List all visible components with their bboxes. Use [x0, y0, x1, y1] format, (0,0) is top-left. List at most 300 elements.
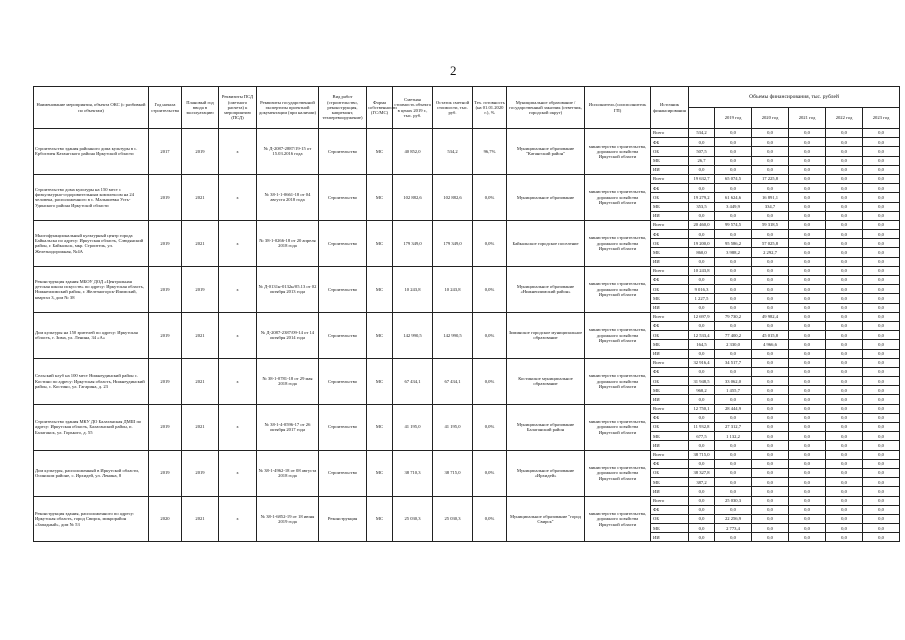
- work-type: Реконструкция: [319, 496, 367, 542]
- funding-value: 0,0: [789, 257, 826, 266]
- work-type: Строительство: [319, 358, 367, 404]
- readiness: 0,0%: [473, 450, 507, 496]
- fin-source-label: МБ: [651, 478, 689, 487]
- year-end: 2021: [182, 496, 219, 542]
- funding-value: 0,0: [752, 487, 789, 496]
- funding-value: 0,0: [715, 266, 752, 275]
- funding-value: 860,0: [689, 248, 715, 257]
- funding-value: 0,0: [689, 349, 715, 358]
- ownership: МС: [367, 450, 393, 496]
- year-start: 2019: [149, 220, 182, 266]
- funding-value: 0,0: [789, 138, 826, 147]
- funding-value: 57 025,8: [752, 239, 789, 248]
- funding-value: 0,0: [826, 174, 863, 183]
- fin-source-label: ИИ: [651, 349, 689, 358]
- funding-value: 0,0: [789, 303, 826, 312]
- table-row: [34, 220, 900, 229]
- funding-value: 79 730,2: [715, 312, 752, 321]
- pd-approval: х: [219, 450, 257, 496]
- header-remaining-cost: Остаток сметной стоимости, тыс. руб.: [433, 87, 473, 129]
- funding-value: 0,0: [715, 211, 752, 220]
- funding-value: 0,0: [863, 285, 900, 294]
- funding-value: 0,0: [752, 303, 789, 312]
- funding-value: 0,0: [863, 468, 900, 477]
- pd-approval: х: [219, 496, 257, 542]
- funding-value: 0,0: [789, 202, 826, 211]
- funding-value: 0,0: [689, 138, 715, 147]
- fin-source-label: ИИ: [651, 257, 689, 266]
- customer: Муниципальное образование "Катангский район": [507, 129, 585, 175]
- funding-value: 0,0: [826, 358, 863, 367]
- funding-value: 0,0: [689, 524, 715, 533]
- funding-value: 0,0: [826, 450, 863, 459]
- header-estimated-cost: Сметная стоимость объекта в ценах 2019 г., тыс. руб.: [393, 87, 433, 129]
- funding-value: 0,0: [863, 147, 900, 156]
- fin-source-label: ОБ: [651, 468, 689, 477]
- customer: Муниципальное образование «Ирхидей»: [507, 450, 585, 496]
- fin-source-label: ОБ: [651, 285, 689, 294]
- funding-value: 3 988,2: [715, 248, 752, 257]
- funding-value: 0,0: [863, 459, 900, 468]
- object-name: Реконструкция здания МБОУ ДОД «Центральная детская школа искусств» по адресу: Иркутская область, Нижнеилимский район, г. Железногорск-Илимский, квартал 3, дом № 38: [34, 266, 149, 312]
- funding-value: 0,0: [715, 230, 752, 239]
- funding-value: 26,7: [689, 156, 715, 165]
- ownership: МС: [367, 174, 393, 220]
- funding-value: 0,0: [789, 423, 826, 432]
- funding-value: 0,0: [789, 294, 826, 303]
- funding-value: 0,0: [752, 276, 789, 285]
- funding-value: 0,0: [689, 487, 715, 496]
- funding-value: 28 444,9: [715, 404, 752, 413]
- funding-value: 0,0: [752, 147, 789, 156]
- funding-value: 0,0: [715, 450, 752, 459]
- funding-value: 0,0: [863, 367, 900, 376]
- year-end: 2019: [182, 450, 219, 496]
- funding-value: 0,0: [826, 404, 863, 413]
- estimated-cost: 38 710,3: [393, 450, 433, 496]
- funding-value: 0,0: [826, 138, 863, 147]
- funding-value: 0,0: [863, 340, 900, 349]
- funding-value: 0,0: [689, 367, 715, 376]
- funding-value: 0,0: [789, 129, 826, 138]
- funding-value: 0,0: [789, 459, 826, 468]
- funding-value: 0,0: [789, 468, 826, 477]
- year-end: 2021: [182, 404, 219, 450]
- funding-value: 0,0: [863, 432, 900, 441]
- funding-value: 0,0: [752, 321, 789, 330]
- funding-value: 0,0: [752, 450, 789, 459]
- funding-value: 0,0: [863, 487, 900, 496]
- funding-value: 0,0: [752, 395, 789, 404]
- funding-value: 0,0: [689, 395, 715, 404]
- funding-value: 0,0: [752, 129, 789, 138]
- funding-value: 32 916,4: [689, 358, 715, 367]
- funding-value: 0,0: [689, 441, 715, 450]
- funding-value: 1 455,7: [715, 386, 752, 395]
- funding-value: 0,0: [715, 184, 752, 193]
- expertise: № 38-1-4-0596-17 от 26 октября 2017 года: [257, 404, 319, 450]
- funding-value: 0,0: [826, 321, 863, 330]
- funding-value: 677,5: [689, 432, 715, 441]
- funding-value: 0,0: [715, 441, 752, 450]
- header-year-start: Год начала строительства: [149, 87, 182, 129]
- funding-value: 0,0: [863, 478, 900, 487]
- readiness: 0,0%: [473, 358, 507, 404]
- fin-source-label: МБ: [651, 386, 689, 395]
- funding-value: 49 982,4: [752, 312, 789, 321]
- year-start: 2019: [149, 358, 182, 404]
- funding-value: 2 292,7: [752, 248, 789, 257]
- remaining-cost: 38 715,0: [433, 450, 473, 496]
- fin-source-label: ОБ: [651, 239, 689, 248]
- fin-source-label: МБ: [651, 202, 689, 211]
- executor: министерство строительства, дорожного хозяйства Иркутской области: [585, 404, 651, 450]
- object-name: Дом культуры, расположенный в Иркутской области, Осинском районе, с. Ирхидей, ул. Ленина, 8: [34, 450, 149, 496]
- funding-value: 38 715,0: [689, 450, 715, 459]
- executor: министерство строительства, дорожного хозяйства Иркутской области: [585, 129, 651, 175]
- funding-value: 1 132,2: [715, 432, 752, 441]
- year-start: 2019: [149, 450, 182, 496]
- funding-value: 0,0: [789, 487, 826, 496]
- ownership: МС: [367, 266, 393, 312]
- funding-value: 0,0: [689, 211, 715, 220]
- fin-source-label: Всего: [651, 266, 689, 275]
- object-name: Строительство здания МКУ ДО Балаганская ДМШ по адресу: Иркутская область, Балаганский район, п. Балаганск, ул. Горького, д. 55: [34, 404, 149, 450]
- funding-value: 0,0: [689, 533, 715, 542]
- funding-value: 0,0: [863, 377, 900, 386]
- funding-value: 0,0: [752, 432, 789, 441]
- funding-value: 0,0: [863, 423, 900, 432]
- funding-value: 0,0: [789, 340, 826, 349]
- header-expertise: Реквизиты государственной экспертизы проектной документации (при наличии): [257, 87, 319, 129]
- funding-value: 0,0: [863, 174, 900, 183]
- funding-value: 0,0: [863, 450, 900, 459]
- funding-value: 1 227,5: [689, 294, 715, 303]
- funding-value: 0,0: [826, 349, 863, 358]
- funding-value: 25 030,3: [715, 496, 752, 505]
- funding-value: 0,0: [826, 496, 863, 505]
- ownership: МС: [367, 312, 393, 358]
- year-start: 2019: [149, 312, 182, 358]
- funding-value: 0,0: [689, 505, 715, 514]
- funding-value: 0,0: [752, 349, 789, 358]
- readiness: 0,0%: [473, 496, 507, 542]
- readiness: 0,0%: [473, 220, 507, 266]
- funding-value: 12 533,4: [689, 331, 715, 340]
- funding-value: 20 460,0: [689, 220, 715, 229]
- page-number: 2: [450, 63, 457, 78]
- funding-value: 0,0: [863, 294, 900, 303]
- header-year: 2020 год: [752, 108, 789, 129]
- funding-value: 387,2: [689, 478, 715, 487]
- funding-value: 0,0: [826, 505, 863, 514]
- funding-value: 95 586,2: [715, 239, 752, 248]
- funding-value: 0,0: [863, 321, 900, 330]
- funding-value: 0,0: [826, 524, 863, 533]
- pd-approval: х: [219, 404, 257, 450]
- funding-value: 0,0: [689, 514, 715, 523]
- remaining-cost: 67 434,1: [433, 358, 473, 404]
- estimated-cost: 102 882,6: [393, 174, 433, 220]
- funding-value: 0,0: [826, 377, 863, 386]
- funding-value: 0,0: [715, 285, 752, 294]
- estimated-cost: 179 349,0: [393, 220, 433, 266]
- funding-value: 0,0: [715, 129, 752, 138]
- fin-source-label: Всего: [651, 404, 689, 413]
- funding-value: 0,0: [789, 432, 826, 441]
- estimated-cost: 10 243,8: [393, 266, 433, 312]
- funding-value: 0,0: [863, 156, 900, 165]
- funding-value: 0,0: [752, 156, 789, 165]
- funding-value: 968,2: [689, 386, 715, 395]
- funding-value: 2 330,0: [715, 340, 752, 349]
- funding-value: 0,0: [752, 514, 789, 523]
- funding-value: 12 750,1: [689, 404, 715, 413]
- funding-value: 0,0: [752, 413, 789, 422]
- funding-value: 0,0: [715, 165, 752, 174]
- fin-source-label: ФБ: [651, 184, 689, 193]
- funding-value: 0,0: [826, 202, 863, 211]
- funding-value: 0,0: [752, 294, 789, 303]
- funding-value: 9 016,3: [689, 285, 715, 294]
- funding-value: 17 225,8: [752, 174, 789, 183]
- funding-value: 0,0: [863, 404, 900, 413]
- readiness: 96,7%: [473, 129, 507, 175]
- funding-value: 0,0: [789, 496, 826, 505]
- expertise: № 38-1-1-0661-18 от 04 августа 2018 года: [257, 174, 319, 220]
- fin-source-label: ИИ: [651, 211, 689, 220]
- funding-value: 10 243,8: [689, 266, 715, 275]
- year-start: 2020: [149, 496, 182, 542]
- header-year-blank: [689, 108, 715, 129]
- funding-value: 0,0: [789, 239, 826, 248]
- funding-value: 0,0: [826, 478, 863, 487]
- funding-value: 0,0: [789, 211, 826, 220]
- expertise: № 38-1-6852-19 от 18 июня 2019 года: [257, 496, 319, 542]
- estimated-cost: 25 030,3: [393, 496, 433, 542]
- funding-value: 38 327,8: [689, 468, 715, 477]
- header-year: 2021 год: [789, 108, 826, 129]
- table-body: [34, 129, 900, 542]
- funding-value: 0,0: [826, 129, 863, 138]
- funding-value: 0,0: [789, 248, 826, 257]
- expertise: № 38-1-0266-18 от 20 апреля 2018 года: [257, 220, 319, 266]
- funding-value: 0,0: [826, 413, 863, 422]
- funding-value: 0,0: [826, 156, 863, 165]
- funding-value: 0,0: [752, 441, 789, 450]
- year-start: 2019: [149, 266, 182, 312]
- funding-value: 0,0: [863, 276, 900, 285]
- object-name: Реконструкция здания, расположенного по адресу: Иркутская область, город Свирск, микрорайон «Западный», дом № 53: [34, 496, 149, 542]
- executor: министерство строительства, дорожного хозяйства Иркутской области: [585, 266, 651, 312]
- remaining-cost: 10 243,8: [433, 266, 473, 312]
- funding-value: 0,0: [863, 138, 900, 147]
- ownership: МС: [367, 358, 393, 404]
- header-work-type: Вид работ (строительство, реконструкция, капремонт, техперевооружение): [319, 87, 367, 129]
- object-name: Строительство здания районного дома культуры в с. Ербогачен Катангского района Иркутской области: [34, 129, 149, 175]
- header-fin-source: Источник финансирования: [651, 87, 689, 129]
- funding-value: 0,0: [863, 349, 900, 358]
- expertise: № Д-2087-2887/19-15 от 15.03.2016 года: [257, 129, 319, 175]
- funding-value: 12 697,9: [689, 312, 715, 321]
- fin-source-label: Всего: [651, 450, 689, 459]
- expertise: № Д-0131н-0132н/05.13 от 02 октября 2013 года: [257, 266, 319, 312]
- funding-value: 11 932,8: [689, 423, 715, 432]
- funding-value: 0,0: [689, 496, 715, 505]
- fin-source-label: Всего: [651, 220, 689, 229]
- funding-value: 0,0: [863, 386, 900, 395]
- funding-value: 16 891,1: [752, 193, 789, 202]
- header-ownership: Форма собственности (ГС/МС): [367, 87, 393, 129]
- pd-approval: х: [219, 174, 257, 220]
- funding-value: 0,0: [789, 285, 826, 294]
- funding-value: 0,0: [752, 468, 789, 477]
- fin-source-label: ФБ: [651, 230, 689, 239]
- funding-value: 0,0: [789, 331, 826, 340]
- funding-value: 0,0: [789, 358, 826, 367]
- fin-source-label: ФБ: [651, 276, 689, 285]
- funding-value: 0,0: [752, 533, 789, 542]
- funding-value: 0,0: [715, 349, 752, 358]
- estimated-cost: 40 852,0: [393, 129, 433, 175]
- funding-value: 0,0: [863, 211, 900, 220]
- funding-value: 0,0: [789, 193, 826, 202]
- funding-value: 31 948,5: [689, 377, 715, 386]
- funding-value: 0,0: [789, 413, 826, 422]
- funding-value: 0,0: [689, 165, 715, 174]
- table-row: [34, 174, 900, 183]
- header-executor: Исполнитель (соисполнитель ГП): [585, 87, 651, 129]
- funding-value: 0,0: [826, 395, 863, 404]
- funding-value: 0,0: [715, 413, 752, 422]
- funding-value: 34 517,7: [715, 358, 752, 367]
- funding-value: 0,0: [863, 413, 900, 422]
- funding-value: 0,0: [789, 478, 826, 487]
- funding-value: 0,0: [863, 524, 900, 533]
- fin-source-label: МБ: [651, 294, 689, 303]
- funding-value: 0,0: [752, 386, 789, 395]
- funding-value: 0,0: [826, 266, 863, 275]
- ownership: МС: [367, 496, 393, 542]
- funding-value: 0,0: [715, 459, 752, 468]
- readiness: 0,0%: [473, 266, 507, 312]
- funding-value: 0,0: [863, 129, 900, 138]
- funding-value: 0,0: [863, 239, 900, 248]
- estimated-cost: 142 990,5: [393, 312, 433, 358]
- customer: Муниципальное образование «Нижнеилимский район»: [507, 266, 585, 312]
- pd-approval: х: [219, 129, 257, 175]
- funding-value: 0,0: [752, 230, 789, 239]
- funding-value: 0,0: [863, 230, 900, 239]
- funding-value: 0,0: [826, 184, 863, 193]
- fin-source-label: ОБ: [651, 331, 689, 340]
- funding-value: 0,0: [863, 184, 900, 193]
- funding-value: 0,0: [789, 404, 826, 413]
- customer: Зиминское городское муниципальное образование: [507, 312, 585, 358]
- fin-source-label: Всего: [651, 129, 689, 138]
- table-row: [34, 312, 900, 321]
- object-name: Сельский клуб на 100 мест Нижнеудинский район с. Костино по адресу: Иркутская область, Нижнеудинский район, с. Костино, ул. Гагарина, д. 23: [34, 358, 149, 404]
- header-year: 2023 год: [863, 108, 900, 129]
- fin-source-label: Всего: [651, 358, 689, 367]
- customer: Муниципальное образование Балаганский район: [507, 404, 585, 450]
- funding-value: 0,0: [789, 321, 826, 330]
- ownership: МС: [367, 220, 393, 266]
- funding-value: 0,0: [752, 138, 789, 147]
- funding-value: 0,0: [826, 211, 863, 220]
- funding-value: 0,0: [752, 211, 789, 220]
- funding-value: 0,0: [863, 496, 900, 505]
- funding-value: 59 318,5: [752, 220, 789, 229]
- pd-approval: х: [219, 220, 257, 266]
- pd-approval: х: [219, 358, 257, 404]
- executor: министерство строительства, дорожного хозяйства Иркутской области: [585, 496, 651, 542]
- year-start: 2017: [149, 129, 182, 175]
- funding-value: 0,0: [715, 294, 752, 303]
- funding-value: 19 632,7: [689, 174, 715, 183]
- expertise: № 38-1-0781-18 от 29 мая 2018 года: [257, 358, 319, 404]
- readiness: 0,0%: [473, 174, 507, 220]
- remaining-cost: 179 349,0: [433, 220, 473, 266]
- table-row: [34, 266, 900, 275]
- funding-value: 0,0: [752, 367, 789, 376]
- funding-value: 0,0: [752, 423, 789, 432]
- funding-value: 0,0: [789, 174, 826, 183]
- fin-source-label: ИИ: [651, 303, 689, 312]
- funding-value: 0,0: [826, 303, 863, 312]
- funding-value: 0,0: [715, 395, 752, 404]
- funding-value: 0,0: [826, 230, 863, 239]
- table-row: [34, 358, 900, 367]
- funding-value: 0,0: [826, 331, 863, 340]
- year-start: 2019: [149, 404, 182, 450]
- ownership: МС: [367, 129, 393, 175]
- funding-value: 0,0: [826, 514, 863, 523]
- fin-source-label: ФБ: [651, 413, 689, 422]
- funding-value: 0,0: [752, 266, 789, 275]
- table-row: [34, 450, 900, 459]
- funding-value: 0,0: [826, 340, 863, 349]
- funding-value: 0,0: [752, 524, 789, 533]
- year-end: 2021: [182, 220, 219, 266]
- funding-value: 0,0: [826, 367, 863, 376]
- funding-value: 0,0: [789, 147, 826, 156]
- funding-value: 0,0: [826, 248, 863, 257]
- object-name: Строительство дома культуры на 150 мест с физкультурно-оздоровительным комплексом на 24 человека, расположенного в с. Малышевка Усть-Удинского района Иркутской области: [34, 174, 149, 220]
- funding-value: 353,5: [689, 202, 715, 211]
- expertise: № Д-2087-2387/09-14 от 14 октября 2014 года: [257, 312, 319, 358]
- funding-value: 19 279,2: [689, 193, 715, 202]
- funding-value: 0,0: [826, 147, 863, 156]
- funding-value: 0,0: [789, 514, 826, 523]
- year-end: 2019: [182, 266, 219, 312]
- funding-value: 0,0: [789, 533, 826, 542]
- funding-value: 22 256,9: [715, 514, 752, 523]
- estimated-cost: 41 195,0: [393, 404, 433, 450]
- funding-value: 0,0: [826, 276, 863, 285]
- funding-value: 0,0: [715, 505, 752, 514]
- remaining-cost: 534,2: [433, 129, 473, 175]
- fin-source-label: МБ: [651, 340, 689, 349]
- fin-source-label: Всего: [651, 496, 689, 505]
- fin-source-label: МБ: [651, 432, 689, 441]
- funding-value: 0,0: [715, 257, 752, 266]
- funding-value: 0,0: [715, 156, 752, 165]
- funding-value: 0,0: [752, 496, 789, 505]
- funding-value: 0,0: [826, 487, 863, 496]
- funding-value: 0,0: [826, 165, 863, 174]
- year-end: 2019: [182, 129, 219, 175]
